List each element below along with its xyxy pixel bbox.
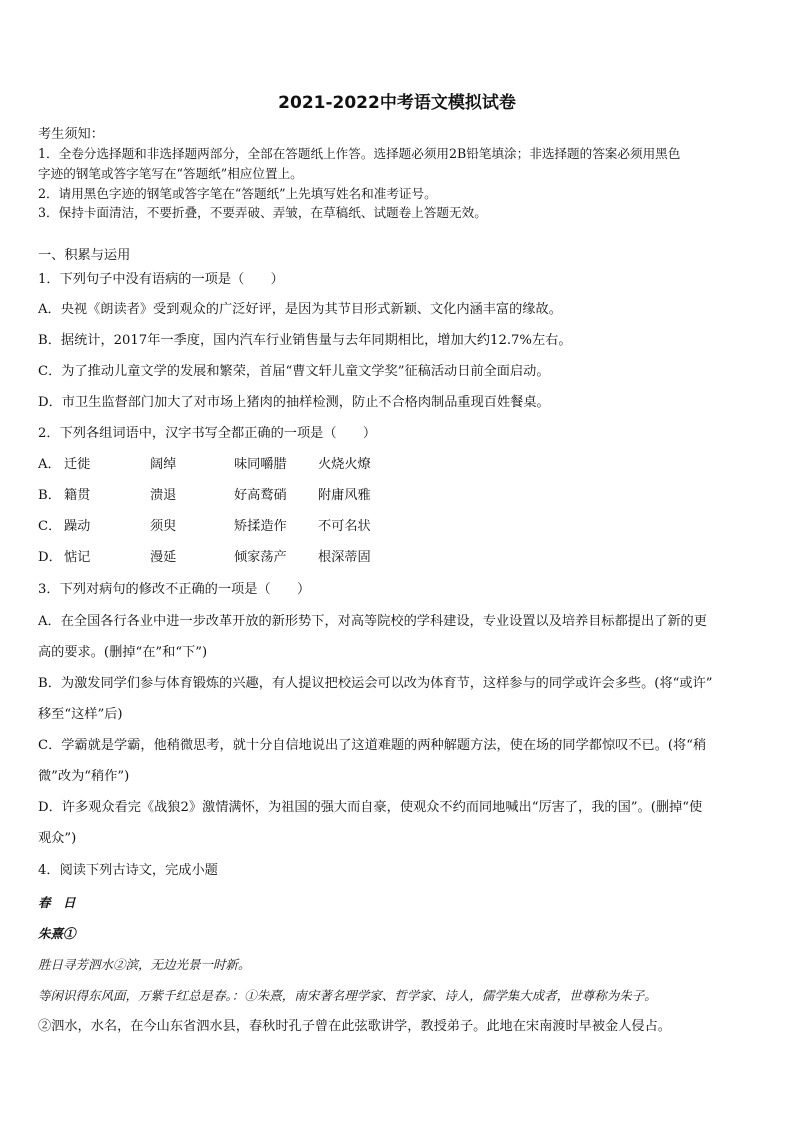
poem-line-1: 胜日寻芳泗水②滨，无边光景一时新。 [38, 957, 251, 972]
option-label: D． [38, 550, 62, 565]
section-heading: 一、积累与运用 [38, 248, 131, 263]
word: 须臾 [150, 519, 177, 534]
poem-note: ②泗水，水名，在今山东省泗水县，春秋时孔子曾在此弦歌讲学，教授弟子。此地在宋南渡时早被金人侵占。 [38, 1019, 671, 1034]
option-label: B． [38, 488, 61, 503]
exam-title: 2021-2022中考语文模拟试卷 [278, 93, 516, 113]
notice-heading: 考生须知： [38, 127, 104, 142]
option-label: C． [38, 519, 62, 534]
notice-line-3: 2．请用黑色字迹的钢笔或答字笔在“答题纸”上先填写姓名和准考证号。 [38, 186, 437, 201]
poem-title: 春 日 [38, 895, 76, 910]
q2-option-d [38, 548, 758, 568]
word: 漫延 [150, 550, 177, 565]
q2-stem: 2．下列各组词语中，汉字书写全都正确的一项是（ ） [38, 426, 377, 441]
word: 火烧火燎 [318, 457, 371, 472]
q1-option-a: A．央视《朗读者》受到观众的广泛好评，是因为其节目形式新颖、文化内涵丰富的缘故。 [38, 302, 562, 317]
q3-option-a-line-1: A．在全国各行各业中进一步改革开放的新形势下，对高等院校的学科建设，专业设置以及培养目标都提出了新的更 [38, 614, 707, 629]
word: 躁动 [64, 519, 91, 534]
q1-option-d: D．市卫生监督部门加大了对市场上猪肉的抽样检测，防止不合格肉制品重现百姓餐桌。 [38, 395, 550, 410]
q2-option-a [38, 455, 758, 475]
word: 阔绰 [150, 457, 177, 472]
q3-option-c-line-1: C．学霸就是学霸，他稍微思考，就十分自信地说出了这道难题的两种解题方法，使在场的同学都惊叹不已。(将“稍 [38, 738, 707, 753]
word: 不可名状 [318, 519, 371, 534]
word: 籍贯 [64, 488, 91, 503]
poem-author: 朱熹① [38, 926, 76, 941]
poem-line-2-and-note: 等闲识得东风面，万紫千红总是春。：①朱熹，南宋著名理学家、哲学家、诗人，儒学集大成者，世尊称为朱子。 [38, 988, 657, 1003]
q3-stem: 3．下列对病句的修改不正确的一项是（ ） [38, 582, 311, 597]
q3-option-c-line-2: 微”改为“稍作”) [38, 769, 130, 784]
q2-option-c [38, 517, 758, 537]
q1-option-b: B．据统计，2017年一季度，国内汽车行业销售量与去年同期相比，增加大约12.7%左右。 [38, 333, 572, 348]
word: 迁徙 [64, 457, 91, 472]
word: 溃退 [150, 488, 177, 503]
q2-option-b [38, 486, 758, 506]
word: 惦记 [64, 550, 91, 565]
q1-stem: 1．下列句子中没有语病的一项是（ ） [38, 272, 284, 287]
word: 味同嚼腊 [234, 457, 287, 472]
word: 倾家荡产 [234, 550, 287, 565]
q3-option-b-line-1: B．为激发同学们参与体育锻炼的兴趣，有人提议把校运会可以改为体育节，这样参与的同学或许会多些。(将“或许” [38, 676, 713, 691]
option-label: A． [38, 457, 61, 472]
q1-option-c: C．为了推动儿童文学的发展和繁荣，首届“曹文轩儿童文学奖”征稿活动日前全面启动。 [38, 364, 550, 379]
word: 好高鹜硝 [234, 488, 287, 503]
q3-option-d-line-2: 观众”) [38, 831, 77, 846]
notice-line-1: 1．全卷分选择题和非选择题两部分，全部在答题纸上作答。选择题必须用2B铅笔填涂；非选择题的答案必须用黑色 [38, 146, 681, 161]
word: 根深蒂固 [318, 550, 371, 565]
word: 附庸风雅 [318, 488, 371, 503]
q3-option-a-line-2: 高的要求。(删掉“在”和“下”) [38, 645, 208, 660]
q3-option-b-line-2: 移至“这样”后) [38, 707, 123, 722]
q4-stem: 4．阅读下列古诗文，完成小题 [38, 863, 218, 878]
notice-line-2: 字迹的钢笔或答字笔写在“答题纸”相应位置上。 [38, 166, 303, 181]
word: 矫揉造作 [234, 519, 287, 534]
notice-line-4: 3．保持卡面清洁，不要折叠，不要弄破、弄皱，在草稿纸、试题卷上答题无效。 [38, 205, 487, 220]
q3-option-d-line-1: D．许多观众看完《战狼2》激情满怀，为祖国的强大而自豪，使观众不约而同地喊出“厉害了，我的国”。(删掉“使 [38, 800, 703, 815]
